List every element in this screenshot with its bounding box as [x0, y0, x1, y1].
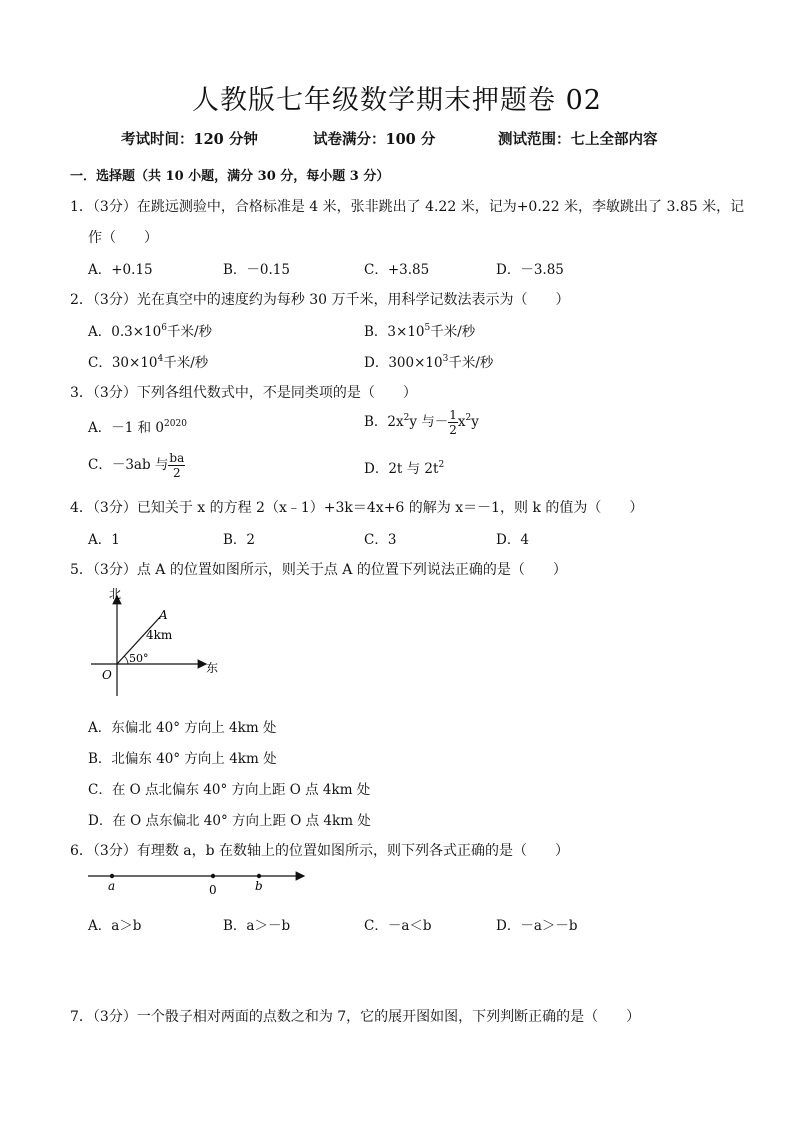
- q6-option-b: B．a＞－b: [223, 918, 291, 934]
- exam-time: 考试时间：120 分钟: [121, 131, 258, 148]
- q7-stem: 7．（3分）一个骰子相对两面的点数之和为 7，它的展开图如图，下列判断正确的是（ ）: [70, 1009, 641, 1025]
- q1-option-b: B．－0.15: [223, 262, 290, 278]
- q1-stem-line1: 1．（3分）在跳远测验中，合格标准是 4 米，张非跳出了 4.22 米，记为+0.22 米，李敏跳出了 3.85 米，记: [70, 199, 745, 215]
- q5-option-c: C．在 O 点北偏东 40° 方向上距 O 点 4km 处: [88, 782, 371, 798]
- q6-number-line: [86, 866, 312, 898]
- q5-direction-figure: [86, 584, 226, 702]
- q3-option-d: D．2t 与 $2t^2$: [364, 460, 445, 477]
- zero-dot: [211, 874, 215, 878]
- q2-option-c: C．$30\times 10^4$千米/秒: [88, 354, 209, 371]
- test-scope: 测试范围：七上全部内容: [498, 131, 658, 148]
- q4-option-c: C．3: [364, 532, 397, 548]
- label-zero: 0: [209, 883, 217, 897]
- q3-option-c: C．－3ab 与 $\frac{ba}{2}$: [88, 451, 185, 480]
- point-a-label: A: [159, 608, 168, 622]
- q1-stem-line2: 作（ ）: [88, 230, 158, 246]
- angle-label: 50°: [129, 652, 149, 665]
- q1-option-c: C．+3.85: [364, 262, 430, 278]
- q5-stem: 5．（3分）点 A 的位置如图所示，则关于点 A 的位置下列说法正确的是（ ）: [70, 562, 567, 578]
- q3-b-fraction: $\frac{1}{2}$: [449, 408, 457, 437]
- q2-option-d: D．$300\times 10^3$千米/秒: [364, 354, 494, 371]
- q3-option-a: A．－1 和 $0^{2020}$: [88, 419, 187, 436]
- q2-option-b: B．$3\times 10^5$千米/秒: [364, 323, 476, 340]
- q6-option-d: D．－a＞－b: [496, 918, 578, 934]
- distance-label: 4km: [146, 628, 173, 642]
- label-a: a: [108, 879, 116, 893]
- east-label: 东: [206, 661, 219, 675]
- north-label: 北: [109, 587, 122, 601]
- q3-stem: 3．（3分）下列各组代数式中，不是同类项的是（ ）: [70, 385, 417, 401]
- q5-option-b: B．北偏东 40° 方向上 4km 处: [88, 751, 277, 767]
- q6-option-c: C．－a＜b: [364, 918, 432, 934]
- point-b-dot: [257, 874, 261, 878]
- origin-label: O: [102, 668, 112, 682]
- section-heading: 一．选择题（共 10 小题，满分 30 分，每小题 3 分）: [70, 169, 390, 184]
- q1-option-d: D．－3.85: [496, 262, 564, 278]
- q3-option-b: B．$2x^2y$ 与－ $\frac{1}{2}$ $x^2y$: [364, 408, 479, 437]
- point-a-dot: [110, 874, 114, 878]
- page-title: 人教版七年级数学期末押题卷 02: [192, 85, 602, 116]
- q4-option-a: A．1: [88, 532, 120, 548]
- full-score: 试卷满分：100 分: [313, 131, 436, 148]
- label-b: b: [255, 879, 263, 893]
- q2-option-a: A．$0.3\times 10^6$千米/秒: [88, 323, 213, 340]
- angle-arc: [124, 656, 128, 664]
- q4-stem: 4．（3分）已知关于 x 的方程 2（x﹣1）+3k＝4x+6 的解为 x＝－1，则 k 的值为（ ）: [70, 500, 644, 516]
- q4-option-b: B．2: [223, 532, 256, 548]
- q5-option-a: A．东偏北 40° 方向上 4km 处: [88, 720, 277, 736]
- q3-c-fraction: $\frac{ba}{2}$: [169, 451, 185, 480]
- q1-option-a: A．+0.15: [88, 262, 153, 278]
- q2-stem: 2．（3分）光在真空中的速度约为每秒 30 万千米，用科学记数法表示为（ ）: [70, 292, 570, 308]
- q6-stem: 6．（3分）有理数 a，b 在数轴上的位置如图所示，则下列各式正确的是（ ）: [70, 843, 570, 859]
- q5-option-d: D．在 O 点东偏北 40° 方向上距 O 点 4km 处: [88, 813, 371, 829]
- q6-option-a: A．a＞b: [88, 918, 142, 934]
- q4-option-d: D．4: [496, 532, 529, 548]
